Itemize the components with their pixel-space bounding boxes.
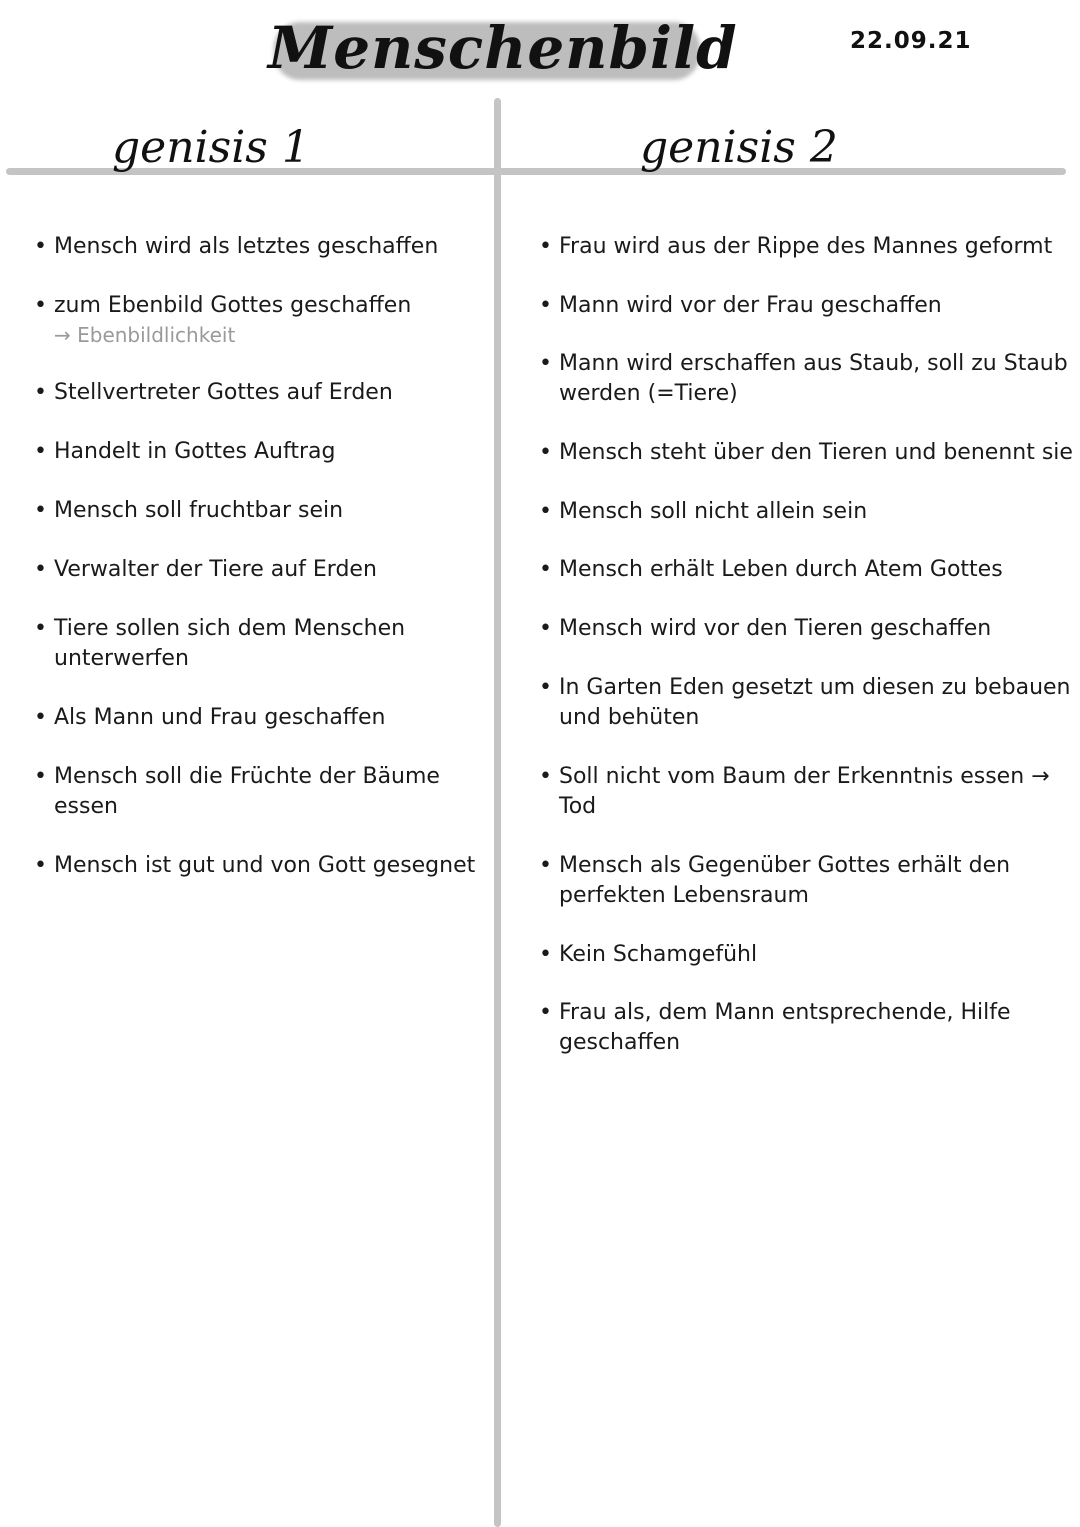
bullet-icon: • (539, 557, 552, 582)
bullet-icon: • (539, 853, 552, 878)
bullet-icon: • (34, 234, 47, 259)
list-item (32, 555, 492, 585)
list-item-text: Frau wird aus der Rippe des Mannes geformt (559, 234, 1053, 259)
list-item (537, 940, 1075, 970)
right-column-heading: genisis 2 (640, 122, 838, 173)
list-item (32, 496, 492, 526)
bullet-icon: • (34, 498, 47, 523)
list-item-text: Mensch steht über den Tieren und benennt sie (559, 440, 1073, 465)
bullet-icon: • (539, 351, 552, 376)
page-title: Menschenbild (268, 14, 738, 82)
list-item (537, 673, 1075, 733)
bullet-icon: • (34, 764, 47, 789)
list-item (537, 291, 1075, 321)
list-item (32, 614, 492, 674)
list-item (537, 851, 1075, 911)
bullet-icon: • (34, 616, 47, 641)
list-item-text: zum Ebenbild Gottes geschaffen (54, 293, 412, 318)
bullet-icon: • (539, 942, 552, 967)
bullet-icon: • (539, 293, 552, 318)
list-item (32, 703, 492, 733)
list-item-text: Stellvertreter Gottes auf Erden (54, 380, 393, 405)
right-column-list (537, 232, 1075, 1087)
list-item-subnote: → Ebenbildlichkeit (54, 323, 236, 347)
list-item-text: Kein Schamgefühl (559, 942, 758, 967)
bullet-icon: • (539, 234, 552, 259)
page-title-block (268, 8, 738, 90)
list-item (32, 437, 492, 467)
list-item (537, 497, 1075, 527)
list-item-text: Mensch soll fruchtbar sein (54, 498, 344, 523)
list-item-text: Tiere sollen sich dem Menschen unterwerfen (54, 616, 406, 671)
date-label: 22.09.21 (850, 28, 972, 54)
list-item-text: Mann wird vor der Frau geschaffen (559, 293, 942, 318)
bullet-icon: • (539, 675, 552, 700)
bullet-icon: • (34, 293, 47, 318)
list-item-text: Mensch als Gegenüber Gottes erhält den perfekten Lebensraum (559, 853, 1011, 908)
list-item (32, 232, 492, 262)
list-item-text: Mensch ist gut und von Gott gesegnet (54, 853, 476, 878)
list-item (32, 851, 492, 881)
bullet-icon: • (34, 705, 47, 730)
list-item-text: Als Mann und Frau geschaffen (54, 705, 386, 730)
list-item (32, 291, 492, 349)
bullet-icon: • (34, 557, 47, 582)
bullet-icon: • (539, 616, 552, 641)
list-item-text: Mensch soll nicht allein sein (559, 499, 868, 524)
list-item (537, 232, 1075, 262)
list-item-text: Mensch wird als letztes geschaffen (54, 234, 439, 259)
list-item (537, 998, 1075, 1058)
list-item-text: Soll nicht vom Baum der Erkenntnis essen → Tod (559, 764, 1050, 819)
list-item-text: Verwalter der Tiere auf Erden (54, 557, 377, 582)
bullet-icon: • (34, 380, 47, 405)
list-item-text: Mensch soll die Früchte der Bäume essen (54, 764, 440, 819)
list-item (537, 555, 1075, 585)
list-item-text: Mensch erhält Leben durch Atem Gottes (559, 557, 1003, 582)
list-item (537, 349, 1075, 409)
list-item-text: Mensch wird vor den Tieren geschaffen (559, 616, 992, 641)
list-item-text: Handelt in Gottes Auftrag (54, 439, 336, 464)
bullet-icon: • (539, 1000, 552, 1025)
bullet-icon: • (34, 853, 47, 878)
bullet-icon: • (34, 439, 47, 464)
left-column-heading: genisis 1 (112, 122, 310, 173)
list-item (32, 378, 492, 408)
list-item (32, 762, 492, 822)
list-item-text: In Garten Eden gesetzt um diesen zu bebauen und behüten (559, 675, 1071, 730)
bullet-icon: • (539, 764, 552, 789)
list-item (537, 762, 1075, 822)
bullet-icon: • (539, 499, 552, 524)
vertical-divider (494, 98, 501, 1527)
list-item (537, 438, 1075, 468)
left-column-list (32, 232, 492, 910)
list-item-text: Mann wird erschaffen aus Staub, soll zu Staub werden (=Tiere) (559, 351, 1068, 406)
list-item-text: Frau als, dem Mann entsprechende, Hilfe geschaffen (559, 1000, 1011, 1055)
list-item (537, 614, 1075, 644)
bullet-icon: • (539, 440, 552, 465)
